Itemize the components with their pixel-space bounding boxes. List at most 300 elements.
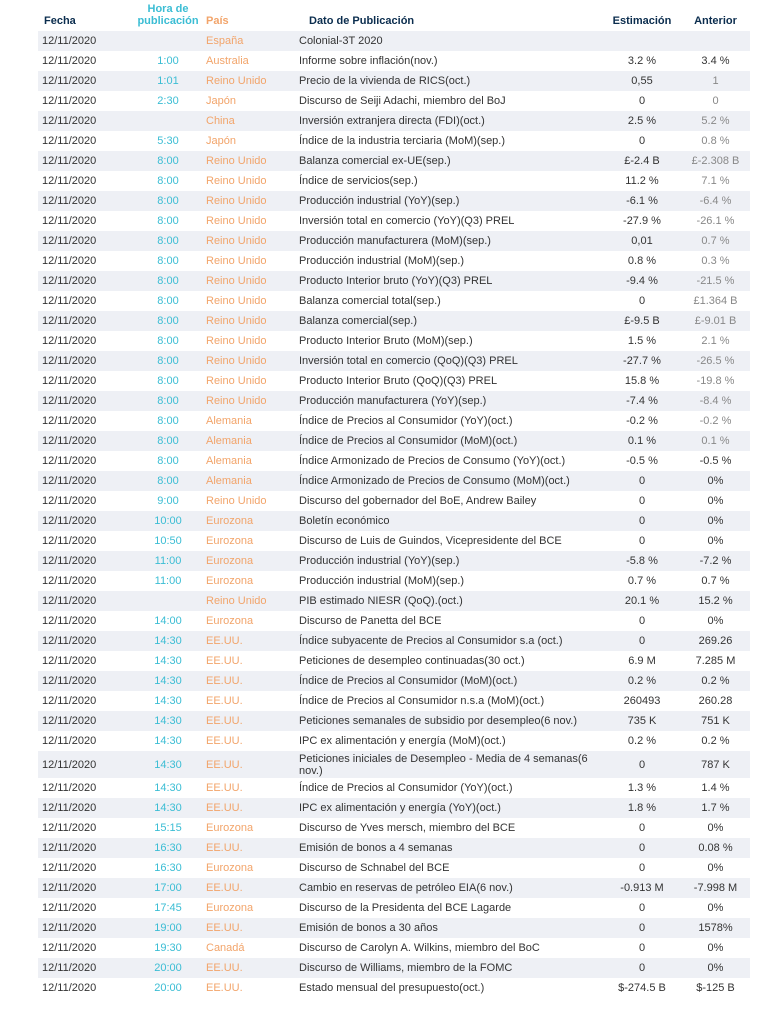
cell-event: Discurso de Luis de Guindos, Vicepresidente del BCE xyxy=(299,535,562,547)
table-row xyxy=(38,551,750,571)
cell-time: 8:00 xyxy=(136,431,200,451)
cell-event: Índice de Precios al Consumidor (MoM)(oct.) xyxy=(297,671,603,691)
cell-estimate: 0 xyxy=(638,495,646,507)
header-date: Fecha xyxy=(44,15,76,27)
cell-time: 14:30 xyxy=(154,695,182,707)
cell-time: 2:30 xyxy=(157,95,179,107)
table-row xyxy=(38,51,750,71)
cell-country: Reino Unido xyxy=(206,495,267,507)
cell-previous: 0.2 % xyxy=(681,671,750,691)
cell-time: 8:00 xyxy=(157,375,179,387)
cell-country: Eurozona xyxy=(206,615,254,627)
cell-previous: -0.5 % xyxy=(699,455,732,467)
table-row xyxy=(38,471,750,491)
cell-estimate: 6.9 M xyxy=(628,655,656,667)
cell-event: Inversión total en comercio (YoY)(Q3) PREL xyxy=(299,215,515,227)
cell-time xyxy=(136,31,200,51)
cell-event: Balanza comercial total(sep.) xyxy=(299,295,441,307)
header-event: Dato de Publicación xyxy=(309,15,415,27)
cell-time: 10:00 xyxy=(136,511,200,531)
cell-country: Canadá xyxy=(206,942,245,954)
cell-date: 12/11/2020 xyxy=(38,231,136,251)
cell-date: 12/11/2020 xyxy=(42,495,97,507)
cell-country: EE.UU. xyxy=(206,782,243,794)
table-row xyxy=(38,958,750,978)
cell-previous: 0% xyxy=(707,902,724,914)
cell-previous: 787 K xyxy=(681,751,750,778)
cell-country: Eurozona xyxy=(206,575,254,587)
cell-date: 12/11/2020 xyxy=(38,271,136,291)
cell-date: 12/11/2020 xyxy=(38,591,136,611)
cell-date: 12/11/2020 xyxy=(42,455,97,467)
cell-date: 12/11/2020 xyxy=(38,431,136,451)
cell-previous: 0% xyxy=(681,471,750,491)
cell-event: Producto Interior Bruto (QoQ)(Q3) PREL xyxy=(299,375,498,387)
cell-event: Índice Armonizado de Precios de Consumo (YoY)(oct.) xyxy=(299,455,566,467)
cell-previous: 15.2 % xyxy=(681,591,750,611)
cell-time: 19:30 xyxy=(154,942,182,954)
cell-country: España xyxy=(200,31,297,51)
cell-previous: 0% xyxy=(681,511,750,531)
cell-event: Producción industrial (MoM)(sep.) xyxy=(299,255,465,267)
cell-date: 12/11/2020 xyxy=(38,798,136,818)
cell-estimate: -5.8 % xyxy=(603,551,681,571)
cell-estimate: 3.2 % xyxy=(627,55,657,67)
cell-time: 14:30 xyxy=(136,798,200,818)
cell-estimate: -0.5 % xyxy=(626,455,658,467)
cell-time: 9:00 xyxy=(157,495,179,507)
table-row xyxy=(38,798,750,818)
cell-date: 12/11/2020 xyxy=(42,415,97,427)
cell-country: Reino Unido xyxy=(206,295,267,307)
table-row xyxy=(38,938,750,958)
cell-event: Emisión de bonos a 4 semanas xyxy=(297,838,603,858)
cell-date: 12/11/2020 xyxy=(42,55,97,67)
table-row xyxy=(38,858,750,878)
cell-estimate: 0 xyxy=(638,135,646,147)
cell-time: 14:30 xyxy=(154,655,182,667)
cell-time: 17:45 xyxy=(154,902,182,914)
cell-previous: 1578% xyxy=(681,918,750,938)
table-row xyxy=(38,331,750,351)
table-row xyxy=(38,898,750,918)
cell-event: Producción manufacturera (YoY)(sep.) xyxy=(297,391,603,411)
table-row xyxy=(38,838,750,858)
table-row xyxy=(38,918,750,938)
cell-previous: 269.26 xyxy=(681,631,750,651)
cell-estimate: 2.5 % xyxy=(603,111,681,131)
cell-event: Índice Armonizado de Precios de Consumo (MoM)(oct.) xyxy=(297,471,603,491)
cell-previous: 0.08 % xyxy=(681,838,750,858)
table-row xyxy=(38,211,750,231)
cell-previous: 2.1 % xyxy=(701,335,730,347)
cell-time: 17:00 xyxy=(136,878,200,898)
table-row xyxy=(38,191,750,211)
cell-country: EE.UU. xyxy=(200,798,297,818)
cell-event: Índice de servicios(sep.) xyxy=(299,175,418,187)
cell-previous: 1.4 % xyxy=(701,782,730,794)
cell-date: 12/11/2020 xyxy=(38,631,136,651)
cell-estimate: 1.5 % xyxy=(627,335,657,347)
cell-country: Reino Unido xyxy=(200,271,297,291)
table-row xyxy=(38,231,750,251)
table-row xyxy=(38,591,750,611)
cell-date: 12/11/2020 xyxy=(38,71,136,91)
cell-date: 12/11/2020 xyxy=(38,878,136,898)
cell-time: 5:30 xyxy=(157,135,179,147)
table-row xyxy=(38,171,750,191)
cell-previous: 0.7 % xyxy=(681,231,750,251)
cell-time: 14:30 xyxy=(136,671,200,691)
cell-estimate: 15.8 % xyxy=(624,375,660,387)
cell-event: Inversión extranjera directa (FDI)(oct.) xyxy=(297,111,603,131)
cell-estimate: 0 xyxy=(603,471,681,491)
cell-date: 12/11/2020 xyxy=(42,535,97,547)
table-row xyxy=(38,491,750,511)
cell-date: 12/11/2020 xyxy=(42,655,97,667)
cell-date: 12/11/2020 xyxy=(42,215,97,227)
cell-country: Reino Unido xyxy=(200,351,297,371)
table-body xyxy=(38,31,750,998)
cell-previous: 260.28 xyxy=(698,695,733,707)
cell-estimate: 11.2 % xyxy=(625,175,659,187)
cell-time: 14:30 xyxy=(136,711,200,731)
cell-time: 8:00 xyxy=(136,191,200,211)
table-row xyxy=(38,631,750,651)
cell-country: EE.UU. xyxy=(206,695,243,707)
cell-estimate: -7.4 % xyxy=(603,391,681,411)
cell-date: 12/11/2020 xyxy=(38,511,136,531)
cell-previous: 1.7 % xyxy=(681,798,750,818)
cell-event: Discurso de Panetta del BCE xyxy=(299,615,442,627)
cell-previous: -0.2 % xyxy=(699,415,732,427)
cell-estimate: 0 xyxy=(638,615,646,627)
cell-date: 12/11/2020 xyxy=(42,822,97,834)
cell-estimate: 0 xyxy=(603,511,681,531)
cell-time: 20:00 xyxy=(136,958,200,978)
cell-country: Reino Unido xyxy=(200,591,297,611)
cell-previous: 0.3 % xyxy=(701,255,730,267)
cell-country: Japón xyxy=(206,135,236,147)
cell-event: Balanza comercial ex-UE(sep.) xyxy=(297,151,603,171)
cell-event: Índice de Precios al Consumidor (MoM)(oct.) xyxy=(297,431,603,451)
cell-date: 12/11/2020 xyxy=(42,255,97,267)
cell-country: Alemania xyxy=(200,471,297,491)
cell-estimate: 735 K xyxy=(603,711,681,731)
cell-time: 20:00 xyxy=(154,982,182,994)
cell-time: 8:00 xyxy=(157,255,179,267)
cell-country: EE.UU. xyxy=(200,878,297,898)
cell-time: 8:00 xyxy=(136,391,200,411)
cell-estimate: 0 xyxy=(638,535,646,547)
cell-estimate: 0 xyxy=(603,751,681,778)
cell-time: 8:00 xyxy=(157,455,179,467)
cell-event: Producto Interior bruto (YoY)(Q3) PREL xyxy=(297,271,603,291)
cell-time: 19:00 xyxy=(136,918,200,938)
cell-country: EE.UU. xyxy=(206,655,243,667)
cell-event: Balanza comercial(sep.) xyxy=(297,311,603,331)
cell-event: Discurso de Carolyn A. Wilkins, miembro del BoC xyxy=(299,942,540,954)
cell-estimate: -27.9 % xyxy=(623,215,661,227)
table-row xyxy=(38,391,750,411)
cell-date: 12/11/2020 xyxy=(42,175,97,187)
cell-previous: -7.998 M xyxy=(681,878,750,898)
cell-time: 14:30 xyxy=(154,782,182,794)
cell-date: 12/11/2020 xyxy=(42,615,97,627)
cell-country: Alemania xyxy=(200,431,297,451)
cell-event: Estado mensual del presupuesto(oct.) xyxy=(299,982,485,994)
cell-estimate: 1.3 % xyxy=(627,782,657,794)
cell-date: 12/11/2020 xyxy=(38,151,136,171)
cell-time: 14:00 xyxy=(154,615,182,627)
cell-date: 12/11/2020 xyxy=(42,575,97,587)
cell-estimate: 260493 xyxy=(623,695,661,707)
cell-previous: 0.2 % xyxy=(701,735,730,747)
cell-date: 12/11/2020 xyxy=(42,982,97,994)
header-time xyxy=(136,3,200,31)
cell-time: 10:50 xyxy=(154,535,182,547)
cell-time: 8:00 xyxy=(157,335,179,347)
cell-country: Alemania xyxy=(206,415,252,427)
cell-estimate: -0.913 M xyxy=(603,878,681,898)
table-row xyxy=(38,978,750,998)
cell-event: Discurso de Yves mersch, miembro del BCE xyxy=(299,822,516,834)
table-row xyxy=(38,151,750,171)
table-row xyxy=(38,511,750,531)
cell-date: 12/11/2020 xyxy=(38,191,136,211)
table-row xyxy=(38,371,750,391)
cell-date: 12/11/2020 xyxy=(38,551,136,571)
cell-estimate: -0.2 % xyxy=(626,415,658,427)
cell-date: 12/11/2020 xyxy=(38,838,136,858)
cell-previous: -26.1 % xyxy=(696,215,735,227)
cell-date: 12/11/2020 xyxy=(38,391,136,411)
table-row xyxy=(38,91,750,111)
cell-date: 12/11/2020 xyxy=(38,671,136,691)
cell-country: Reino Unido xyxy=(200,231,297,251)
cell-date: 12/11/2020 xyxy=(42,782,97,794)
cell-estimate: 0 xyxy=(638,822,646,834)
cell-country: EE.UU. xyxy=(200,838,297,858)
table-row xyxy=(38,351,750,371)
cell-event: PIB estimado NIESR (QoQ).(oct.) xyxy=(297,591,603,611)
cell-previous: 5.2 % xyxy=(681,111,750,131)
cell-date: 12/11/2020 xyxy=(38,711,136,731)
cell-date: 12/11/2020 xyxy=(42,95,97,107)
cell-country: Eurozona xyxy=(200,551,297,571)
cell-previous: 7.1 % xyxy=(701,175,730,187)
cell-country: Reino Unido xyxy=(206,335,267,347)
cell-estimate xyxy=(603,31,681,51)
cell-estimate: 0.2 % xyxy=(603,671,681,691)
cell-country: Australia xyxy=(206,55,249,67)
cell-estimate: 0.7 % xyxy=(627,575,657,587)
cell-event: Boletín económico xyxy=(297,511,603,531)
cell-event: IPC ex alimentación y energía (YoY)(oct.) xyxy=(297,798,603,818)
cell-estimate: 1.8 % xyxy=(603,798,681,818)
cell-date: 12/11/2020 xyxy=(42,695,97,707)
cell-country: Eurozona xyxy=(206,535,254,547)
cell-estimate: 20.1 % xyxy=(603,591,681,611)
table-row xyxy=(38,731,750,751)
cell-event: Peticiones semanales de subsidio por desempleo(6 nov.) xyxy=(297,711,603,731)
cell-event: Producción manufacturera (MoM)(sep.) xyxy=(297,231,603,251)
cell-event: Discurso de Seiji Adachi, miembro del BoJ xyxy=(299,95,506,107)
cell-date: 12/11/2020 xyxy=(38,471,136,491)
table-row xyxy=(38,111,750,131)
table-row xyxy=(38,531,750,551)
cell-estimate: £-9.5 B xyxy=(603,311,681,331)
cell-country: Reino Unido xyxy=(206,375,267,387)
cell-country: Reino Unido xyxy=(200,391,297,411)
cell-event: Discurso de la Presidenta del BCE Lagarde xyxy=(299,902,512,914)
table-row xyxy=(38,311,750,331)
cell-estimate: 0 xyxy=(638,295,646,307)
cell-time: 1:00 xyxy=(157,55,179,67)
header-estimate: Estimación xyxy=(612,15,672,27)
cell-estimate: 0 xyxy=(603,918,681,938)
cell-previous: $-125 B xyxy=(696,982,735,994)
cell-time: 8:00 xyxy=(136,271,200,291)
cell-country: EE.UU. xyxy=(200,711,297,731)
cell-time: 8:00 xyxy=(136,471,200,491)
cell-country: Reino Unido xyxy=(206,255,267,267)
table-row xyxy=(38,778,750,798)
table-row xyxy=(38,291,750,311)
cell-previous: 0% xyxy=(707,615,724,627)
cell-date: 12/11/2020 xyxy=(38,351,136,371)
cell-estimate: 0 xyxy=(603,838,681,858)
cell-event: Índice de Precios al Consumidor n.s.a (MoM)(oct.) xyxy=(299,695,545,707)
cell-previous: -19.8 % xyxy=(696,375,735,387)
cell-country: Eurozona xyxy=(206,862,254,874)
cell-event: Inversión total en comercio (QoQ)(Q3) PREL xyxy=(297,351,603,371)
cell-event: Peticiones de desempleo continuadas(30 oct.) xyxy=(299,655,525,667)
cell-event: Índice de Precios al Consumidor (YoY)(oct.) xyxy=(299,782,513,794)
cell-date: 12/11/2020 xyxy=(38,111,136,131)
cell-time: 11:00 xyxy=(154,575,182,587)
cell-previous: -26.5 % xyxy=(681,351,750,371)
cell-previous: 0% xyxy=(707,942,724,954)
cell-date: 12/11/2020 xyxy=(42,942,97,954)
cell-estimate: 0.8 % xyxy=(627,255,657,267)
cell-event: Informe sobre inflación(nov.) xyxy=(299,55,438,67)
cell-event: Producción industrial (MoM)(sep.) xyxy=(299,575,465,587)
cell-event: Discurso de Williams, miembro de la FOMC xyxy=(297,958,603,978)
cell-previous: 0% xyxy=(707,822,724,834)
cell-time: 16:30 xyxy=(136,838,200,858)
cell-country: EE.UU. xyxy=(200,918,297,938)
cell-estimate: 0 xyxy=(603,958,681,978)
cell-date: 12/11/2020 xyxy=(38,918,136,938)
cell-time: 8:00 xyxy=(136,351,200,371)
table-row xyxy=(38,671,750,691)
cell-date: 12/11/2020 xyxy=(42,335,97,347)
cell-time: 8:00 xyxy=(136,151,200,171)
cell-previous: 0.1 % xyxy=(681,431,750,451)
cell-estimate: 0.2 % xyxy=(627,735,657,747)
cell-country: EE.UU. xyxy=(206,982,243,994)
cell-estimate: -27.7 % xyxy=(603,351,681,371)
cell-previous: -21.5 % xyxy=(681,271,750,291)
cell-time xyxy=(136,591,200,611)
cell-country: EE.UU. xyxy=(200,671,297,691)
cell-previous: 3.4 % xyxy=(701,55,730,67)
table-row xyxy=(38,411,750,431)
cell-event: Producto Interior Bruto (MoM)(sep.) xyxy=(299,335,473,347)
cell-country: Reino Unido xyxy=(200,191,297,211)
cell-country: EE.UU. xyxy=(200,751,297,778)
table-row xyxy=(38,751,750,778)
cell-time: 14:30 xyxy=(136,631,200,651)
cell-time: 14:30 xyxy=(136,751,200,778)
cell-estimate: -6.1 % xyxy=(603,191,681,211)
cell-estimate: £-2.4 B xyxy=(603,151,681,171)
cell-date: 12/11/2020 xyxy=(42,862,97,874)
cell-event: Índice de Precios al Consumidor (YoY)(oct.) xyxy=(299,415,513,427)
header-previous: Anterior xyxy=(694,15,737,27)
header-time-line2: publicación xyxy=(137,15,199,27)
table-row xyxy=(38,131,750,151)
table-row xyxy=(38,431,750,451)
cell-event: Índice de la industria terciaria (MoM)(sep.) xyxy=(299,135,506,147)
header-row xyxy=(38,3,750,31)
cell-previous: £-9.01 B xyxy=(681,311,750,331)
cell-previous: 0% xyxy=(707,535,724,547)
cell-event: IPC ex alimentación y energía (MoM)(oct.) xyxy=(299,735,506,747)
table-header xyxy=(38,3,750,31)
cell-previous xyxy=(681,31,750,51)
cell-time: 16:30 xyxy=(154,862,182,874)
cell-country: Eurozona xyxy=(206,902,254,914)
cell-estimate: 0 xyxy=(638,95,646,107)
cell-date: 12/11/2020 xyxy=(42,295,97,307)
cell-country: Reino Unido xyxy=(200,71,297,91)
cell-estimate: 0,55 xyxy=(603,71,681,91)
cell-estimate: -9.4 % xyxy=(603,271,681,291)
cell-estimate: 0 xyxy=(638,902,646,914)
cell-previous: 0 xyxy=(712,95,719,107)
table-row xyxy=(38,71,750,91)
cell-time: 11:00 xyxy=(136,551,200,571)
table-row xyxy=(38,818,750,838)
cell-date: 12/11/2020 xyxy=(42,135,97,147)
cell-date: 12/11/2020 xyxy=(42,902,97,914)
economic-calendar-table xyxy=(38,3,750,998)
cell-time: 8:00 xyxy=(157,295,179,307)
cell-previous: 0% xyxy=(681,958,750,978)
cell-time: 15:15 xyxy=(154,822,182,834)
cell-event: Índice subyacente de Precios al Consumidor s.a (oct.) xyxy=(297,631,603,651)
cell-country: Alemania xyxy=(206,455,252,467)
cell-event: Colonial-3T 2020 xyxy=(297,31,603,51)
header-country: País xyxy=(206,15,229,27)
cell-event: Discurso del gobernador del BoE, Andrew Bailey xyxy=(299,495,537,507)
cell-previous: 751 K xyxy=(681,711,750,731)
cell-time xyxy=(136,111,200,131)
cell-estimate: 0 xyxy=(638,942,646,954)
table-row xyxy=(38,711,750,731)
cell-country: Reino Unido xyxy=(200,151,297,171)
table-row xyxy=(38,451,750,471)
table-row xyxy=(38,571,750,591)
cell-country: Reino Unido xyxy=(200,311,297,331)
cell-date: 12/11/2020 xyxy=(38,958,136,978)
cell-previous: 0% xyxy=(707,495,724,507)
cell-previous: 1 xyxy=(681,71,750,91)
table-row xyxy=(38,271,750,291)
cell-time: 14:30 xyxy=(154,735,182,747)
